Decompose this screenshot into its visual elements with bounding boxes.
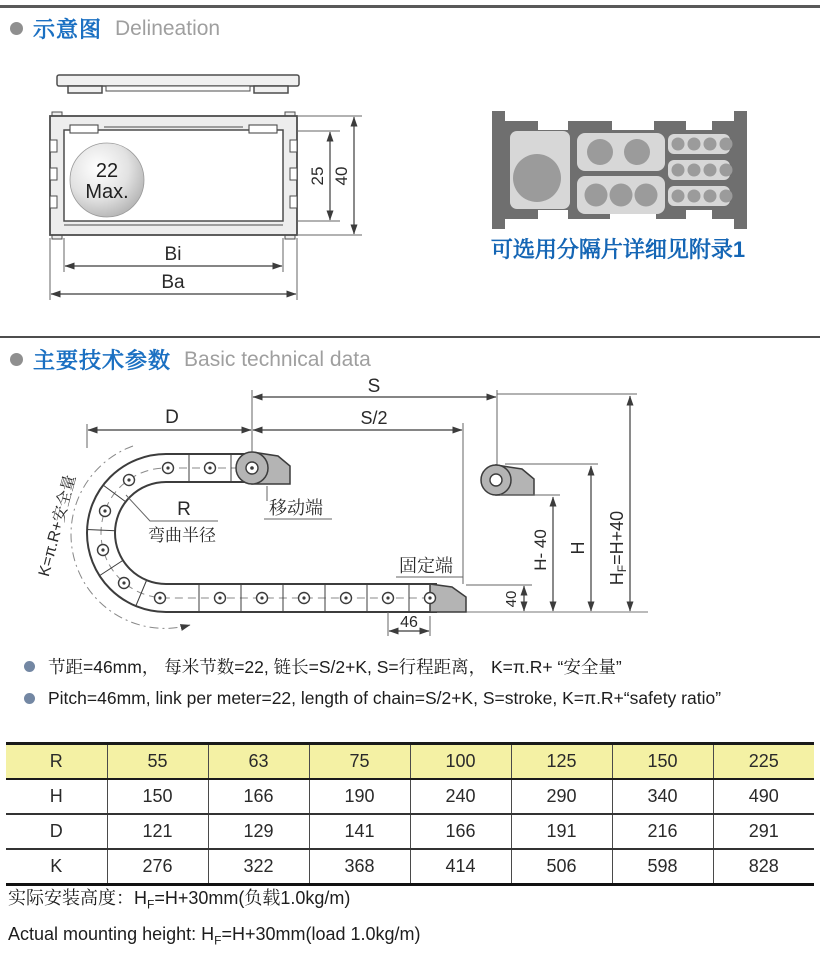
header-cell-r: R bbox=[6, 744, 107, 780]
dimension-pitch-46 bbox=[388, 612, 430, 636]
table-row-d: D 121 129 141 166 191 216 291 bbox=[6, 814, 814, 849]
dim-r-label: R bbox=[177, 499, 191, 520]
section1-title-en: Delineation bbox=[115, 16, 221, 40]
table-row-k: K 276 322 368 414 506 598 828 bbox=[6, 849, 814, 885]
svg-text:移动端: 移动端 bbox=[269, 498, 323, 518]
mounting-height-note-en: Actual mounting height: $H_F=H+30mm(load$ 1.0kg/m) bbox=[8, 923, 421, 948]
cable-ball bbox=[70, 143, 144, 217]
ball-max-label: Max. bbox=[85, 181, 129, 203]
mounting-height-note-cn: 实际安装高度：$H_F=H+30mm$(负载1.0kg/m) bbox=[8, 888, 351, 912]
delineation-drawing bbox=[0, 48, 820, 348]
dim-bi-label: Bi bbox=[164, 244, 182, 265]
ball-diameter-label: 22 bbox=[95, 160, 119, 182]
dimension-inner-width bbox=[64, 238, 283, 272]
fixed-end-label bbox=[396, 556, 463, 577]
technical-data-table bbox=[6, 742, 814, 886]
note-cn bbox=[24, 654, 622, 679]
note-en-text: Pitch=46mm, link per meter=22, length of chain=S/2+K, S=stroke, K=π.R+“safety ratio” bbox=[48, 688, 722, 708]
table-header-row: R 55 63 75 100 125 150 225 bbox=[6, 744, 814, 780]
bend-radius-cn-label: 弯曲半径 bbox=[148, 526, 216, 545]
dim-s-label: S bbox=[367, 376, 381, 397]
note-bullet-icon bbox=[24, 661, 35, 672]
dimension-d bbox=[87, 407, 251, 448]
dimension-link-height-40 bbox=[466, 585, 532, 611]
dim-hf-label: HF=H+40 bbox=[607, 510, 629, 586]
section2-header bbox=[10, 344, 371, 375]
note-cn-text: 节距=46mm， 每米节数=22, 链长=S/2+K, S=行程距离， K=π.R+ “安全量” bbox=[48, 657, 622, 677]
section2-rule bbox=[0, 336, 820, 338]
dim-46-label: 46 bbox=[400, 614, 418, 631]
dim-h-label: H bbox=[568, 541, 588, 555]
moving-end-bracket bbox=[236, 452, 290, 484]
dim-s-half-label: S/2 bbox=[360, 408, 388, 428]
table-row-h: H 150 166 190 240 290 340 490 bbox=[6, 779, 814, 814]
top-rule bbox=[0, 5, 820, 8]
moving-end-label bbox=[264, 486, 332, 519]
dim-40-label: 40 bbox=[332, 166, 351, 186]
dimension-hf bbox=[497, 394, 637, 611]
mounting-height-notes bbox=[8, 884, 421, 955]
bend-radius-label bbox=[126, 495, 218, 545]
separator-caption: 可选用分隔片详细见附录1 bbox=[490, 237, 746, 262]
dim-d-label: D bbox=[165, 407, 179, 428]
section1-bullet-icon bbox=[10, 22, 23, 35]
svg-text:固定端: 固定端 bbox=[399, 556, 453, 576]
chain-diagram bbox=[0, 376, 820, 648]
k-formula-label: K=π.R+安全量 bbox=[35, 473, 80, 579]
section1-title-cn: 示意图 bbox=[33, 17, 103, 42]
note-bullet-icon bbox=[24, 693, 35, 704]
note-en bbox=[24, 688, 721, 709]
dim-25-label: 25 bbox=[308, 166, 327, 186]
dim-40-link-label: 40 bbox=[503, 590, 520, 608]
dim-h40-label: H- 40 bbox=[531, 529, 550, 571]
section2-title-cn: 主要技术参数 bbox=[33, 348, 172, 373]
section1-header bbox=[10, 13, 220, 44]
separator-assembly-diagram bbox=[492, 111, 747, 229]
lid-cross-section bbox=[57, 75, 299, 93]
dim-ba-label: Ba bbox=[161, 272, 185, 293]
section2-bullet-icon bbox=[10, 353, 23, 366]
section2-title-en: Basic technical data bbox=[184, 347, 371, 371]
mounting-bracket bbox=[481, 390, 534, 495]
